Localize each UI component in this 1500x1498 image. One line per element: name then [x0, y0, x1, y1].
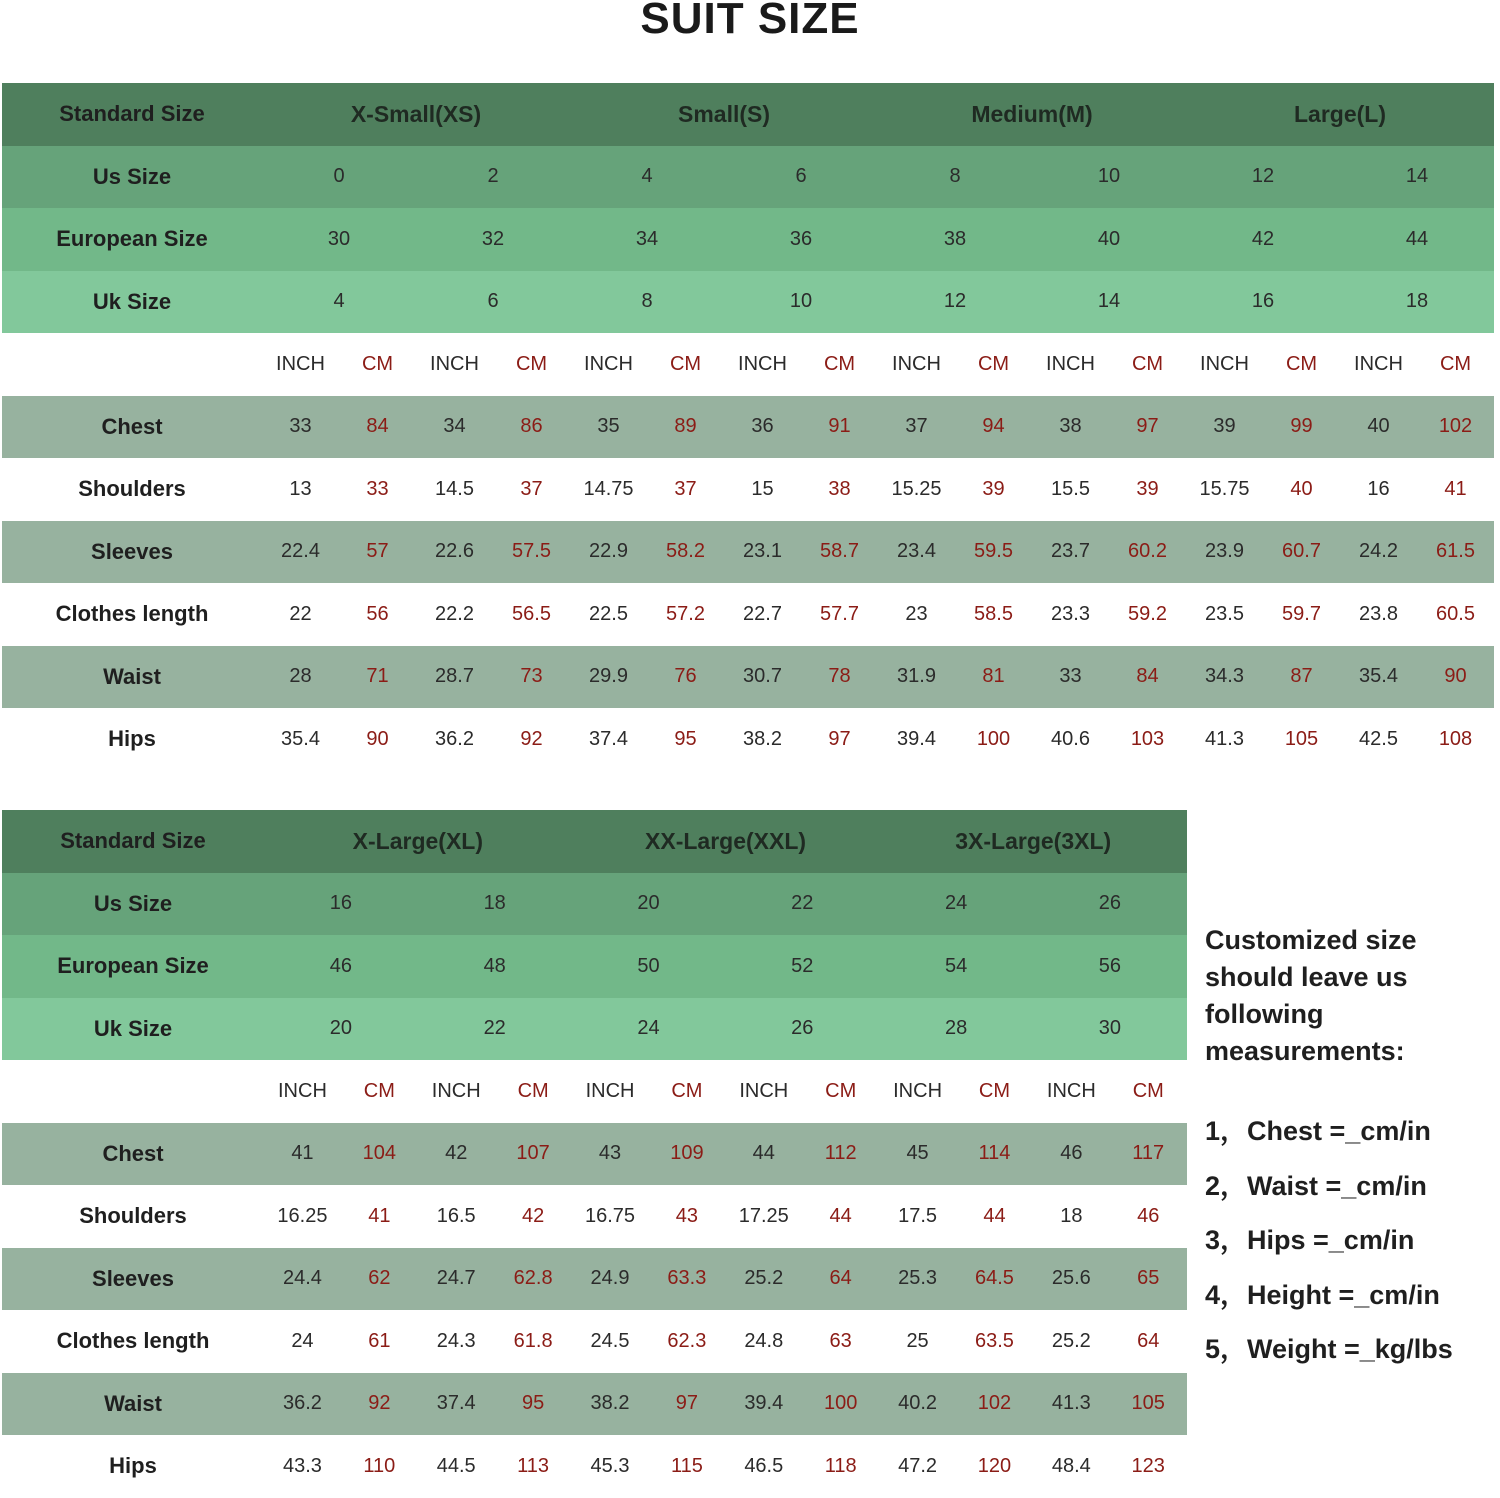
size-value: 8: [641, 290, 653, 313]
measurement-row: [2, 646, 1494, 709]
inch-value: 22.7: [743, 602, 782, 625]
cm-value: 44: [983, 1204, 1006, 1227]
inch-value: 38: [1059, 415, 1082, 438]
measurement-row: [2, 708, 1494, 771]
cm-value: 86: [520, 415, 543, 438]
row-label: Uk Size: [92, 288, 172, 314]
measurement-row: [2, 1435, 1187, 1498]
inch-value: 23.1: [743, 540, 782, 563]
inch-value: 22.9: [589, 540, 628, 563]
unit-cm-label: CM: [515, 352, 548, 375]
unit-cm-label: CM: [1131, 352, 1164, 375]
inch-value: 41.3: [1051, 1392, 1091, 1415]
inch-value: 29.9: [589, 665, 628, 688]
cm-value: 63.3: [667, 1267, 707, 1290]
cm-value: 62.3: [667, 1329, 707, 1352]
inch-value: 35.4: [1359, 665, 1398, 688]
inch-value: 36.2: [282, 1392, 322, 1415]
size-group-header: Medium(M): [971, 100, 1093, 127]
inch-value: 16.75: [584, 1204, 636, 1227]
cm-value: 107: [516, 1142, 550, 1165]
cm-value: 94: [982, 415, 1005, 438]
size-value: 20: [329, 1017, 353, 1040]
inch-value: 23.4: [897, 540, 936, 563]
inch-value: 22.4: [281, 540, 320, 563]
cm-value: 38: [828, 477, 851, 500]
row-label: Us Size: [93, 890, 173, 916]
unit-inch-label: INCH: [738, 352, 787, 375]
cm-value: 90: [1444, 665, 1467, 688]
measurement-label: Chest: [102, 1140, 164, 1166]
inch-value: 42.5: [1359, 727, 1398, 750]
inch-value: 37: [905, 415, 928, 438]
size-value: 52: [791, 954, 814, 977]
size-value: 18: [483, 892, 506, 915]
cm-value: 57.7: [820, 602, 859, 625]
cm-value: 87: [1290, 665, 1313, 688]
measurement-row: [2, 1123, 1187, 1186]
custom-size-note: [1205, 922, 1500, 1377]
inch-value: 23.5: [1205, 602, 1244, 625]
inch-value: 14.5: [435, 477, 474, 500]
cm-value: 65: [1137, 1267, 1160, 1290]
size-value: 24: [637, 1017, 660, 1040]
inch-value: 36: [751, 415, 774, 438]
cm-value: 105: [1131, 1392, 1165, 1415]
size-group-header: X-Large(XL): [352, 827, 484, 854]
inch-value: 24.8: [744, 1329, 784, 1352]
inch-value: 39.4: [744, 1392, 784, 1415]
size-value: 30: [327, 227, 351, 250]
cm-value: 71: [366, 665, 389, 688]
cm-value: 39: [982, 477, 1005, 500]
us-size-row: [2, 146, 1494, 209]
size-value: 30: [1098, 1017, 1121, 1040]
inch-value: 15.75: [1199, 477, 1250, 500]
size-value: 14: [1097, 290, 1121, 313]
measurement-row: [2, 1185, 1187, 1248]
note-item-hips: 3，Hips =_cm/in: [1205, 1225, 1415, 1255]
cm-value: 61.8: [513, 1329, 553, 1352]
unit-cm-label: CM: [825, 1079, 857, 1102]
standard-size-header-row: [2, 810, 1187, 873]
cm-value: 57.5: [512, 540, 551, 563]
cm-value: 56: [366, 602, 389, 625]
measurement-label: Clothes length: [56, 1328, 210, 1354]
inch-value: 42: [445, 1142, 468, 1165]
cm-value: 84: [366, 415, 389, 438]
inch-value: 43.3: [282, 1454, 322, 1477]
size-value: 48: [483, 954, 506, 977]
unit-cm-label: CM: [977, 352, 1010, 375]
unit-cm-label: CM: [1285, 352, 1318, 375]
unit-inch-label: INCH: [431, 1079, 481, 1102]
inch-value: 34: [443, 415, 466, 438]
row-label: European Size: [57, 953, 209, 979]
inch-value: 16: [1367, 477, 1390, 500]
size-value: 12: [943, 290, 967, 313]
unit-cm-label: CM: [669, 352, 702, 375]
cm-value: 113: [517, 1454, 550, 1477]
size-value: 6: [795, 165, 807, 188]
unit-cm-label: CM: [823, 352, 856, 375]
inch-value: 24.4: [282, 1267, 322, 1290]
inch-value: 25.6: [1051, 1267, 1091, 1290]
inch-value: 40: [1367, 415, 1390, 438]
european-size-row: [2, 935, 1187, 998]
inch-value: 16.5: [436, 1204, 476, 1227]
measurement-label: Shoulders: [79, 1203, 187, 1229]
size-value: 26: [791, 1017, 814, 1040]
size-value: 20: [637, 892, 660, 915]
cm-value: 100: [823, 1392, 858, 1415]
inch-value: 24: [291, 1329, 314, 1352]
unit-inch-label: INCH: [278, 1079, 327, 1102]
inch-value: 17.5: [898, 1204, 938, 1227]
size-group-header: X-Small(XS): [350, 100, 482, 127]
cm-value: 64.5: [974, 1267, 1014, 1290]
size-group-header: XX-Large(XXL): [645, 827, 807, 854]
inch-value: 23.9: [1205, 540, 1244, 563]
inch-value: 24.5: [590, 1329, 630, 1352]
size-value: 56: [1098, 954, 1121, 977]
inch-value: 33: [289, 415, 312, 438]
inch-value: 46.5: [744, 1454, 784, 1477]
inch-value: 35: [597, 415, 620, 438]
inch-value: 37.4: [436, 1392, 476, 1415]
row-label: European Size: [56, 226, 208, 252]
inch-value: 37.4: [589, 727, 628, 750]
cm-value: 37: [674, 477, 697, 500]
inch-value: 28: [289, 665, 312, 688]
inch-value: 39.4: [897, 727, 936, 750]
measurement-row: [2, 1310, 1187, 1373]
cm-value: 97: [828, 727, 851, 750]
inch-value: 22: [289, 602, 312, 625]
inch-value: 41: [291, 1142, 314, 1165]
cm-value: 59.5: [974, 540, 1013, 563]
inch-value: 38.2: [590, 1392, 630, 1415]
size-value: 22: [791, 892, 814, 915]
unit-inch-label: INCH: [1046, 1079, 1096, 1102]
inch-value: 22.2: [435, 602, 474, 625]
inch-value: 15: [751, 477, 774, 500]
measurement-label: Clothes length: [55, 601, 209, 627]
inch-value: 46: [1060, 1142, 1083, 1165]
size-value: 4: [333, 290, 345, 313]
inch-value: 25.3: [898, 1267, 938, 1290]
unit-inch-label: INCH: [892, 352, 941, 375]
measurement-row: [2, 1248, 1187, 1311]
cm-value: 84: [1136, 665, 1159, 688]
cm-value: 90: [366, 727, 389, 750]
cm-value: 63.5: [974, 1329, 1014, 1352]
measurement-row: [2, 521, 1494, 584]
cm-value: 44: [829, 1204, 852, 1227]
note-heading: Customized size should leave us following measurements:: [1205, 925, 1417, 1066]
inch-value: 15.25: [891, 477, 942, 500]
size-value: 16: [1251, 290, 1275, 313]
unit-cm-label: CM: [1132, 1079, 1164, 1102]
size-table-2: [2, 810, 1187, 1498]
size-value: 16: [329, 892, 353, 915]
inch-value: 24.3: [436, 1329, 476, 1352]
cm-value: 114: [978, 1142, 1011, 1165]
cm-value: 40: [1290, 477, 1313, 500]
inch-value: 44: [752, 1142, 775, 1165]
cm-value: 59.7: [1282, 602, 1321, 625]
inch-value: 17.25: [738, 1204, 789, 1227]
measurement-label: Waist: [104, 1390, 162, 1416]
cm-value: 61: [368, 1329, 391, 1352]
cm-value: 95: [521, 1392, 545, 1415]
inch-value: 23: [905, 602, 928, 625]
size-value: 24: [944, 892, 968, 915]
inch-value: 43: [598, 1142, 622, 1165]
inch-value: 44.5: [436, 1454, 476, 1477]
inch-value: 40.6: [1051, 727, 1090, 750]
cm-value: 81: [982, 665, 1005, 688]
size-value: 22: [483, 1017, 506, 1040]
inch-value: 47.2: [898, 1454, 938, 1477]
size-value: 18: [1405, 290, 1429, 313]
size-table-1: [2, 83, 1494, 771]
page-title: SUIT SIZE: [640, 0, 860, 43]
measurement-label: Waist: [103, 663, 161, 689]
unit-header-row: [2, 1060, 1187, 1123]
cm-value: 105: [1284, 727, 1319, 750]
size-value: 40: [1097, 227, 1121, 250]
inch-value: 23.7: [1051, 540, 1090, 563]
standard-size-label: Standard Size: [59, 101, 205, 127]
inch-value: 22.5: [589, 602, 628, 625]
size-value: 6: [487, 290, 499, 313]
cm-value: 37: [520, 477, 543, 500]
cm-value: 57: [366, 540, 389, 563]
unit-inch-label: INCH: [1354, 352, 1403, 375]
european-size-row: [2, 208, 1494, 271]
cm-value: 57.2: [666, 602, 705, 625]
measurement-row: [2, 1373, 1187, 1436]
inch-value: 16.25: [277, 1204, 328, 1227]
size-value: 26: [1098, 892, 1121, 915]
cm-value: 104: [362, 1142, 397, 1165]
inch-value: 31.9: [897, 665, 936, 688]
unit-inch-label: INCH: [893, 1079, 943, 1102]
size-value: 12: [1251, 165, 1275, 188]
size-value: 10: [789, 290, 813, 313]
size-value: 10: [1097, 165, 1121, 188]
cm-value: 64: [829, 1267, 852, 1290]
size-value: 38: [943, 227, 967, 250]
inch-value: 28.7: [435, 665, 474, 688]
uk-size-row: [2, 271, 1494, 334]
standard-size-header-row: [2, 83, 1494, 146]
inch-value: 36.2: [435, 727, 474, 750]
cm-value: 62: [368, 1267, 391, 1290]
cm-value: 78: [828, 665, 851, 688]
cm-value: 42: [521, 1204, 545, 1227]
cm-value: 92: [368, 1392, 391, 1415]
cm-value: 97: [1136, 415, 1159, 438]
cm-value: 118: [824, 1454, 857, 1477]
note-item-weight: 5，Weight =_kg/lbs: [1205, 1334, 1453, 1364]
measurement-label: Sleeves: [91, 538, 173, 564]
inch-value: 40.2: [898, 1392, 938, 1415]
size-value: 28: [944, 1017, 968, 1040]
standard-size-label: Standard Size: [60, 828, 206, 854]
size-value: 34: [635, 227, 659, 250]
inch-value: 23.3: [1051, 602, 1090, 625]
size-group-header: 3X-Large(3XL): [955, 827, 1112, 854]
cm-value: 62.8: [513, 1267, 553, 1290]
size-group-header: Small(S): [677, 100, 771, 127]
unit-cm-label: CM: [517, 1079, 549, 1102]
unit-cm-label: CM: [671, 1079, 703, 1102]
cm-value: 61.5: [1436, 540, 1475, 563]
inch-value: 24.7: [436, 1267, 476, 1290]
cm-value: 64: [1137, 1329, 1160, 1352]
cm-value: 73: [520, 665, 543, 688]
measurement-label: Shoulders: [78, 476, 186, 502]
inch-value: 45: [906, 1142, 929, 1165]
cm-value: 58.7: [820, 540, 859, 563]
inch-value: 15.5: [1051, 477, 1090, 500]
inch-value: 24.9: [590, 1267, 630, 1290]
measurement-row: [2, 396, 1494, 459]
inch-value: 18: [1060, 1204, 1083, 1227]
inch-value: 41.3: [1205, 727, 1244, 750]
size-value: 54: [944, 954, 968, 977]
inch-value: 22.6: [435, 540, 474, 563]
note-item-waist: 2，Waist =_cm/in: [1205, 1170, 1427, 1201]
inch-value: 25: [906, 1329, 929, 1352]
cm-value: 58.5: [974, 602, 1013, 625]
row-label: Uk Size: [93, 1015, 173, 1041]
cm-value: 56.5: [512, 602, 551, 625]
measurement-label: Hips: [108, 726, 156, 752]
inch-value: 34.3: [1205, 665, 1244, 688]
cm-value: 91: [828, 415, 851, 438]
size-value: 4: [641, 165, 653, 188]
cm-value: 58.2: [666, 540, 705, 563]
row-label: Us Size: [92, 163, 172, 189]
inch-value: 13: [289, 477, 312, 500]
cm-value: 102: [1438, 415, 1473, 438]
us-size-row: [2, 873, 1187, 936]
cm-value: 123: [1131, 1454, 1165, 1477]
cm-value: 108: [1438, 727, 1473, 750]
unit-cm-label: CM: [978, 1079, 1011, 1102]
measurement-label: Sleeves: [92, 1265, 174, 1291]
size-value: 2: [487, 165, 499, 188]
size-group-header: Large(L): [1294, 100, 1386, 127]
size-value: 46: [329, 954, 353, 977]
inch-value: 25.2: [1051, 1329, 1091, 1352]
inch-value: 23.8: [1359, 602, 1398, 625]
note-list: [1205, 1104, 1500, 1377]
cm-value: 63: [829, 1329, 852, 1352]
unit-inch-label: INCH: [584, 352, 633, 375]
cm-value: 120: [977, 1454, 1012, 1477]
unit-inch-label: INCH: [276, 352, 325, 375]
cm-value: 100: [976, 727, 1011, 750]
unit-cm-label: CM: [1439, 352, 1472, 375]
cm-value: 39: [1136, 477, 1159, 500]
cm-value: 99: [1290, 415, 1313, 438]
size-value: 14: [1405, 165, 1429, 188]
inch-value: 38.2: [743, 727, 782, 750]
uk-size-row: [2, 998, 1187, 1061]
cm-value: 95: [674, 727, 697, 750]
inch-value: 25.2: [744, 1267, 784, 1290]
cm-value: 41: [368, 1204, 391, 1227]
measurement-label: Hips: [109, 1453, 157, 1479]
inch-value: 39: [1213, 415, 1236, 438]
unit-header-row: [2, 333, 1494, 396]
cm-value: 46: [1137, 1204, 1160, 1227]
cm-value: 33: [366, 477, 389, 500]
cm-value: 109: [670, 1142, 704, 1165]
cm-value: 76: [674, 665, 697, 688]
cm-value: 102: [977, 1392, 1012, 1415]
cm-value: 117: [1132, 1142, 1165, 1165]
cm-value: 97: [675, 1392, 699, 1415]
inch-value: 14.75: [583, 477, 634, 500]
unit-cm-label: CM: [363, 1079, 395, 1102]
cm-value: 110: [363, 1454, 396, 1477]
cm-value: 60.5: [1436, 602, 1475, 625]
size-value: 50: [637, 954, 660, 977]
note-item-height: 4，Height =_cm/in: [1205, 1279, 1440, 1310]
cm-value: 92: [520, 727, 543, 750]
size-value: 0: [333, 165, 345, 188]
cm-value: 60.7: [1282, 540, 1321, 563]
size-value: 32: [481, 227, 505, 250]
size-value: 36: [789, 227, 813, 250]
inch-value: 48.4: [1051, 1454, 1091, 1477]
cm-value: 115: [670, 1454, 703, 1477]
cm-value: 60.2: [1128, 540, 1167, 563]
cm-value: 59.2: [1128, 602, 1167, 625]
measurement-row: [2, 458, 1494, 521]
unit-inch-label: INCH: [1046, 352, 1095, 375]
unit-inch-label: INCH: [739, 1079, 789, 1102]
unit-cm-label: CM: [361, 352, 394, 375]
inch-value: 33: [1059, 665, 1082, 688]
note-item-chest: 1，Chest =_cm/in: [1205, 1116, 1431, 1146]
cm-value: 103: [1130, 727, 1165, 750]
measurement-row: [2, 583, 1494, 646]
cm-value: 41: [1444, 477, 1467, 500]
inch-value: 30.7: [743, 665, 782, 688]
unit-inch-label: INCH: [585, 1079, 635, 1102]
inch-value: 24.2: [1359, 540, 1398, 563]
size-value: 8: [949, 165, 961, 188]
size-value: 42: [1251, 227, 1275, 250]
cm-value: 112: [824, 1142, 857, 1165]
size-value: 44: [1405, 227, 1429, 250]
cm-value: 43: [675, 1204, 699, 1227]
unit-inch-label: INCH: [430, 352, 479, 375]
cm-value: 89: [674, 415, 697, 438]
inch-value: 35.4: [281, 727, 320, 750]
inch-value: 45.3: [590, 1454, 630, 1477]
measurement-label: Chest: [101, 413, 163, 439]
unit-inch-label: INCH: [1200, 352, 1249, 375]
